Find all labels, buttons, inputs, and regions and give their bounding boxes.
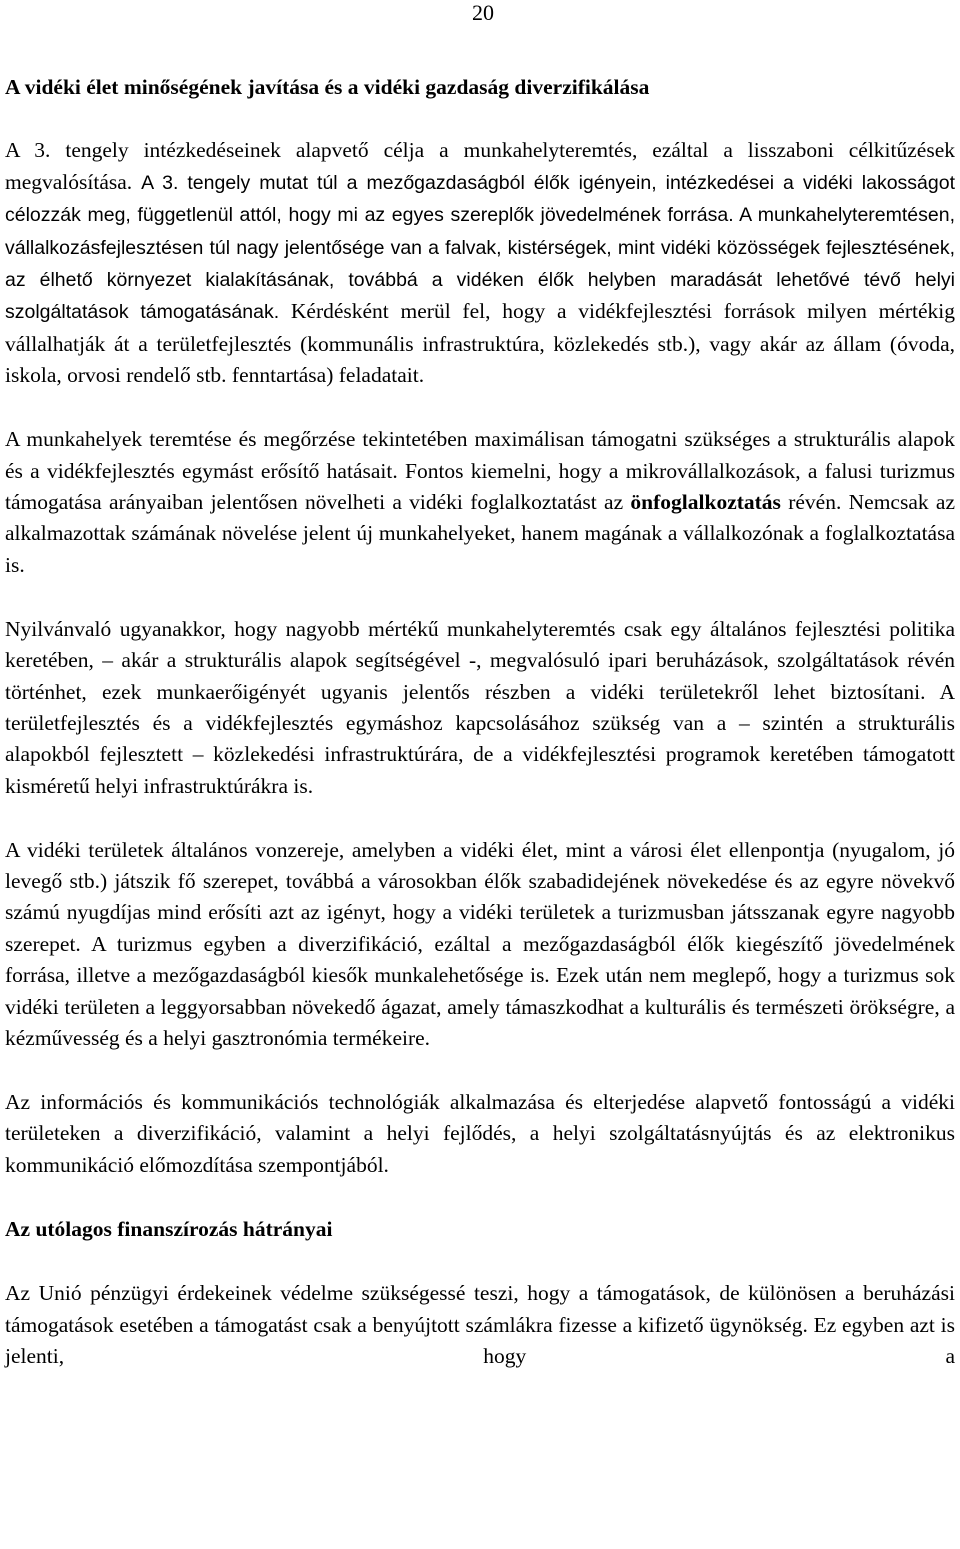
- page-number: 20: [472, 0, 494, 25]
- paragraph-text: Kérdésként merül fel, hogy a vidékfejlesztési források milyen mértékig vállalhatják át a területfejlesztés (kommunális infrastruktúra, közlekedés stb.), vagy akár az állam (óvoda, iskola, orvosi rendelő stb. fenntartása) feladatait.: [5, 299, 955, 388]
- document-body: [5, 72, 955, 1372]
- paragraph-text: A 3. tengely intézkedéseinek alapvető célja a munkahelyteremtés, ezáltal a lisszaboni célkitűzések megvalósítása.: [5, 138, 955, 194]
- paragraph: [5, 135, 955, 391]
- emphasis-text: önfoglalkoztatás: [630, 489, 781, 514]
- paragraph-text-sans: A 3. tengely mutat túl a mezőgazdaságból élők igényein, intézkedései a vidéki lakosságot célozzák meg, függetlenül attól, hogy mi az egyes szereplők jövedelmének forrása. A munkahelyteremtésen, vállalkozásfejlesztésen túl nagy jelentősége van a falvak, kistérségek, mint vidéki közösségek fejlesztésének, az élhető környezet kialakításának, továbbá a vidéken élők helyben maradását lehetővé tévő helyi szolgáltatások támogatásának.: [5, 171, 955, 324]
- paragraph: [5, 424, 955, 581]
- paragraph: Az Unió pénzügyi érdekeinek védelme szükségessé teszi, hogy a támogatások, de különösen a beruházási támogatások esetében a támogatást csak a benyújtott számlákra fizesse a kifizető ügynökség. Ez egyben azt is jelenti, hogy a: [5, 1281, 955, 1368]
- paragraph-text: A munkahelyek teremtése és megőrzése tekintetében maximálisan támogatni szükséges a strukturális alapok és a vidékfejlesztés egymást erősítő hatásait. Fontos kiemelni, hogy a mikrovállalkozások, a falusi turizmus támogatása arányaiban jelentősen növelheti a vidéki foglalkoztatást az: [5, 427, 955, 514]
- paragraph: A vidéki területek általános vonzereje, amelyben a vidéki élet, mint a városi élet ellenpontja (nyugalom, jó levegő stb.) játszik fő szerepet, továbbá a városokban élők szabadidejének növekedése és az egyre növekvő számú nyugdíjas mind erősíti azt az igényt, hogy a vidéki területek a turizmusban játsszanak egyre nagyobb szerepet. A turizmus egyben a diverzifikáció, ezáltal a mezőgazdaságból élők kiegészítő jövedelmének forrása, illetve a mezőgazdaságból kiesők munkalehetősége is. Ezek után nem meglepő, hogy a turizmus sok vidéki területen a leggyorsabban növekedő ágazat, amely támaszkodhat a kulturális és természeti örökségre, a kézművesség és a helyi gasztronómia termékeire.: [5, 837, 955, 1051]
- section-heading: A vidéki élet minőségének javítása és a vidéki gazdaság diverzifikálása: [5, 75, 650, 99]
- paragraph-text: révén. Nemcsak az alkalmazottak számának növelése jelent új munkahelyeket, hanem magának a vállalkozónak a foglalkoztatása is.: [5, 489, 955, 577]
- paragraph: Nyilvánvaló ugyanakkor, hogy nagyobb mértékű munkahelyteremtés csak egy általános fejlesztési politika keretében, – akár a strukturális alapok segítségével -, megvalósuló ipari beruházások, szolgáltatások révén történhet, ezek munkaerőigényét ugyanis jelentős részben a vidéki területekről lehet biztosítani. A területfejlesztés és a vidékfejlesztés egymáshoz kapcsolásához szükség van a – szintén a strukturális alapokból fejlesztett – közlekedési infrastruktúrára, de a vidékfejlesztési programok keretében támogatott kisméretű helyi infrastruktúrákra is.: [5, 616, 955, 798]
- paragraph: Az információs és kommunikációs technológiák alkalmazása és elterjedése alapvető fontosságú a vidéki területeken a diverzifikáció, valamint a helyi fejlődés, a helyi szolgáltatásnyújtás és az elektronikus kommunikáció előmozdítása szempontjából.: [5, 1089, 955, 1177]
- section-heading: Az utólagos finanszírozás hátrányai: [5, 1216, 333, 1241]
